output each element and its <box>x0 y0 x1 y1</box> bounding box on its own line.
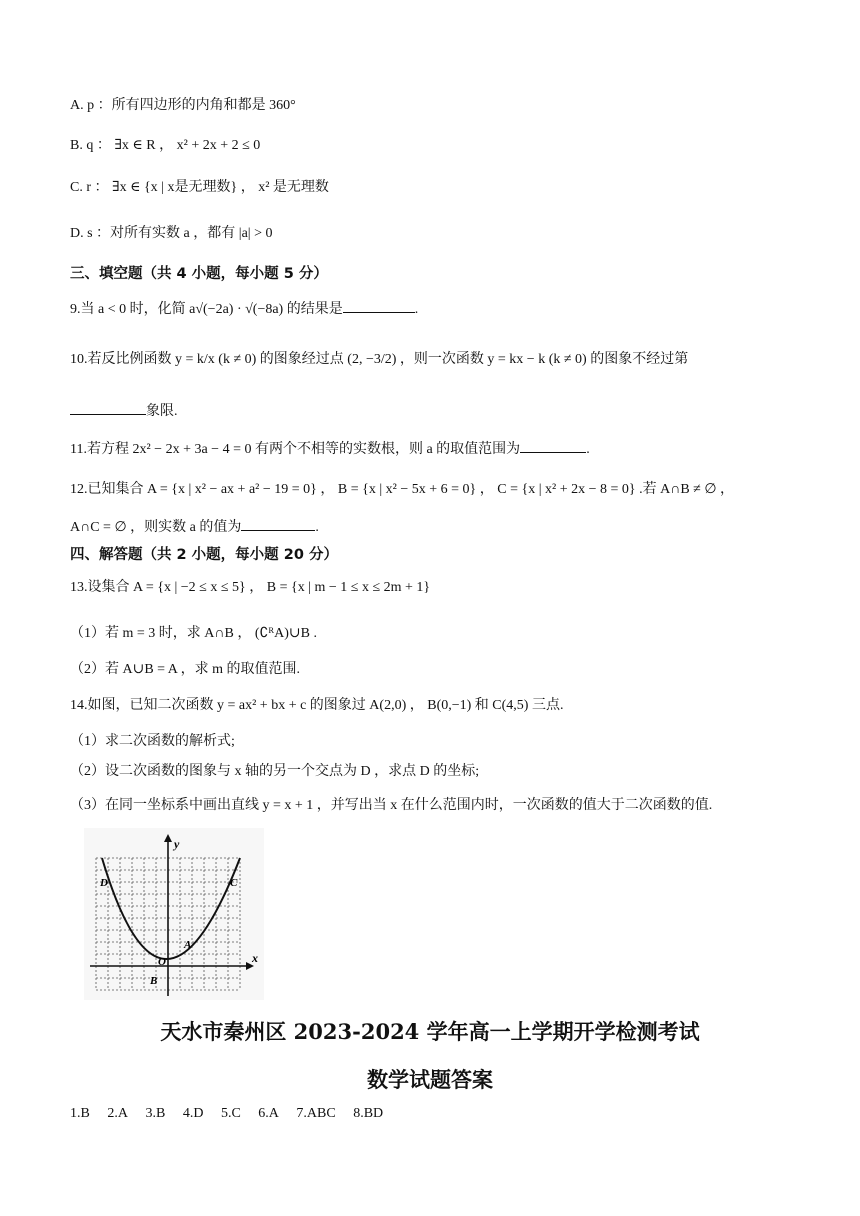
option-d: D. s ：对所有实数 a ，都有 |a| > 0 <box>70 226 273 241</box>
y-axis-label: y <box>174 837 180 851</box>
question-14: 14.如图，已知二次函数 y = ax² + bx + c 的图象过 A(2,0) ， B(0,−1) 和 C(4,5) 三点. <box>70 698 564 713</box>
section-heading-solve: 四、解答题（共 2 小题，每小题 20 分） <box>70 547 338 563</box>
question-9-end: . <box>414 302 419 317</box>
option-c: C. r ： ∃x ∈ {x | x是无理数} ， x² 是无理数 <box>70 180 329 195</box>
question-9 <box>70 298 418 320</box>
section-heading-fill-blank: 三、填空题（共 4 小题，每小题 5 分） <box>70 266 328 282</box>
answer-blank <box>70 400 146 415</box>
question-10-line-1: 10.若反比例函数 y = k/x (k ≠ 0) 的图象经过点 (2, −3/2) ，则一次函数 y = kx − k (k ≠ 0) 的图象不经过第 <box>70 352 689 367</box>
question-12-text: A∩C = ∅ ，则实数 a 的值为 <box>70 520 242 535</box>
figure-background <box>84 828 264 1000</box>
answer-item: 1.B <box>70 1106 90 1121</box>
answer-item: 2.A <box>107 1106 128 1121</box>
x-axis-label: x <box>252 951 258 965</box>
question-9-text: 9.当 a < 0 时，化简 a√(−2a) · √(−8a) 的结果是 <box>70 302 343 317</box>
question-11 <box>70 438 590 460</box>
answer-item: 3.B <box>145 1106 166 1121</box>
answer-item: 4.D <box>182 1106 204 1121</box>
question-13-part-1: （1）若 m = 3 时，求 A∩B ， (∁ᴿA)∪B . <box>70 626 317 641</box>
point-d-label: D <box>100 877 108 889</box>
answer-subtitle: 数学试题答案 <box>367 1067 493 1092</box>
answer-item: 5.C <box>220 1106 241 1121</box>
question-10-end: 象限. <box>146 404 178 419</box>
point-c-label: C <box>230 877 238 889</box>
answer-item: 7.ABC <box>296 1106 336 1121</box>
answer-title: 天水市秦州区 2023-2024 学年高一上学期开学检测考试 <box>160 1019 700 1044</box>
parabola-graph-figure <box>84 828 264 1000</box>
question-11-end: . <box>586 442 590 457</box>
option-a: A. p ：所有四边形的内角和都是 360° <box>70 98 296 113</box>
point-a-label: A <box>184 939 192 951</box>
answer-blank <box>241 516 315 531</box>
question-10-line-2 <box>70 400 178 422</box>
option-b: B. q ： ∃x ∈ R ， x² + 2x + 2 ≤ 0 <box>70 138 261 153</box>
answer-item: 8.BD <box>353 1106 384 1121</box>
question-14-part-2: （2）设二次函数的图象与 x 轴的另一个交点为 D ，求点 D 的坐标; <box>70 764 480 779</box>
question-11-text: 11.若方程 2x² − 2x + 3a − 4 = 0 有两个不相等的实数根，则 a 的取值范围为 <box>70 442 521 457</box>
question-12-line-2 <box>70 516 319 538</box>
origin-label: O <box>158 956 166 968</box>
question-12-line-1: 12.已知集合 A = {x | x² − ax + a² − 19 = 0} ， B = {x | x² − 5x + 6 = 0} ， C = {x | x² + 2x − 8 = 0} .若 A∩B ≠ ∅ ， <box>70 482 735 497</box>
question-14-part-1: （1）求二次函数的解析式; <box>70 734 235 749</box>
question-13: 13.设集合 A = {x | −2 ≤ x ≤ 5} ， B = {x | m − 1 ≤ x ≤ 2m + 1} <box>70 580 431 595</box>
question-14-part-3: （3）在同一坐标系中画出直线 y = x + 1 ，并写出当 x 在什么范围内时，一次函数的值大于二次函数的值. <box>70 798 713 813</box>
question-13-part-2: （2）若 A∪B = A ，求 m 的取值范围. <box>70 662 301 677</box>
answer-list <box>70 1106 397 1122</box>
question-12-end: . <box>315 520 319 535</box>
point-b-label: B <box>150 975 158 987</box>
answer-blank <box>520 438 586 453</box>
answer-blank <box>343 298 415 313</box>
answer-item: 6.A <box>258 1106 279 1121</box>
